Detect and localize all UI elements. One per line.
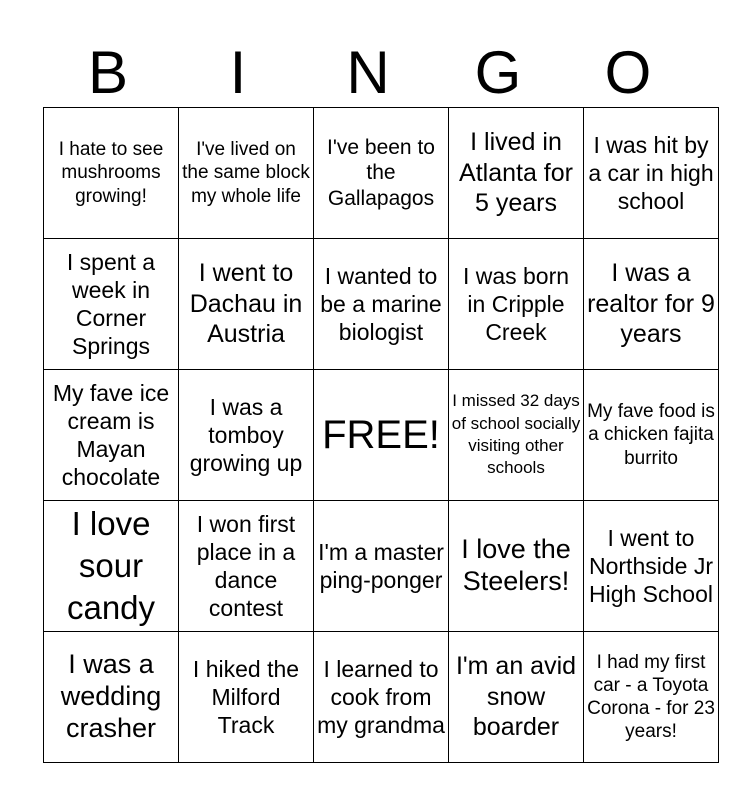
bingo-cell[interactable]: I hate to see mushrooms growing! bbox=[44, 108, 179, 239]
board-row bbox=[44, 501, 719, 632]
bingo-cell[interactable]: I was a realtor for 9 years bbox=[584, 239, 719, 370]
bingo-cell[interactable]: I learned to cook from my grandma bbox=[314, 632, 449, 763]
header-letter-n: N bbox=[346, 39, 390, 106]
free-space-cell[interactable]: FREE! bbox=[314, 370, 449, 501]
bingo-cell[interactable]: I was born in Cripple Creek bbox=[449, 239, 584, 370]
bingo-cell[interactable]: I won first place in a dance contest bbox=[179, 501, 314, 632]
board-row bbox=[44, 239, 719, 370]
board-row bbox=[44, 370, 719, 501]
header-letter-b: B bbox=[87, 39, 129, 106]
bingo-cell[interactable]: I hiked the Milford Track bbox=[179, 632, 314, 763]
bingo-cell[interactable]: I went to Dachau in Austria bbox=[179, 239, 314, 370]
bingo-cell[interactable]: I'm a master ping-ponger bbox=[314, 501, 449, 632]
bingo-cell[interactable]: I lived in Atlanta for 5 years bbox=[449, 108, 584, 239]
bingo-cell[interactable]: I love sour candy bbox=[44, 501, 179, 632]
bingo-cell[interactable]: I love the Steelers! bbox=[449, 501, 584, 632]
bingo-board bbox=[43, 107, 719, 763]
header-letter-g: G bbox=[474, 39, 522, 106]
bingo-cell[interactable]: I missed 32 days of school socially visiting other schools bbox=[449, 370, 584, 501]
bingo-header bbox=[43, 40, 693, 106]
bingo-cell[interactable]: I've been to the Gallapagos bbox=[314, 108, 449, 239]
bingo-cell[interactable]: I've lived on the same block my whole life bbox=[179, 108, 314, 239]
board-row bbox=[44, 632, 719, 763]
bingo-cell[interactable]: My fave food is a chicken fajita burrito bbox=[584, 370, 719, 501]
board-row bbox=[44, 108, 719, 239]
bingo-cell[interactable]: I had my first car - a Toyota Corona - for 23 years! bbox=[584, 632, 719, 763]
header-letter-o: O bbox=[604, 39, 652, 106]
bingo-cell[interactable]: My fave ice cream is Mayan chocolate bbox=[44, 370, 179, 501]
bingo-cell[interactable]: I'm an avid snow boarder bbox=[449, 632, 584, 763]
bingo-cell[interactable]: I spent a week in Corner Springs bbox=[44, 239, 179, 370]
bingo-cell[interactable]: I was a tomboy growing up bbox=[179, 370, 314, 501]
bingo-cell[interactable]: I went to Northside Jr High School bbox=[584, 501, 719, 632]
bingo-cell[interactable]: I was hit by a car in high school bbox=[584, 108, 719, 239]
bingo-cell[interactable]: I wanted to be a marine biologist bbox=[314, 239, 449, 370]
header-letter-i: I bbox=[229, 39, 247, 106]
bingo-cell[interactable]: I was a wedding crasher bbox=[44, 632, 179, 763]
